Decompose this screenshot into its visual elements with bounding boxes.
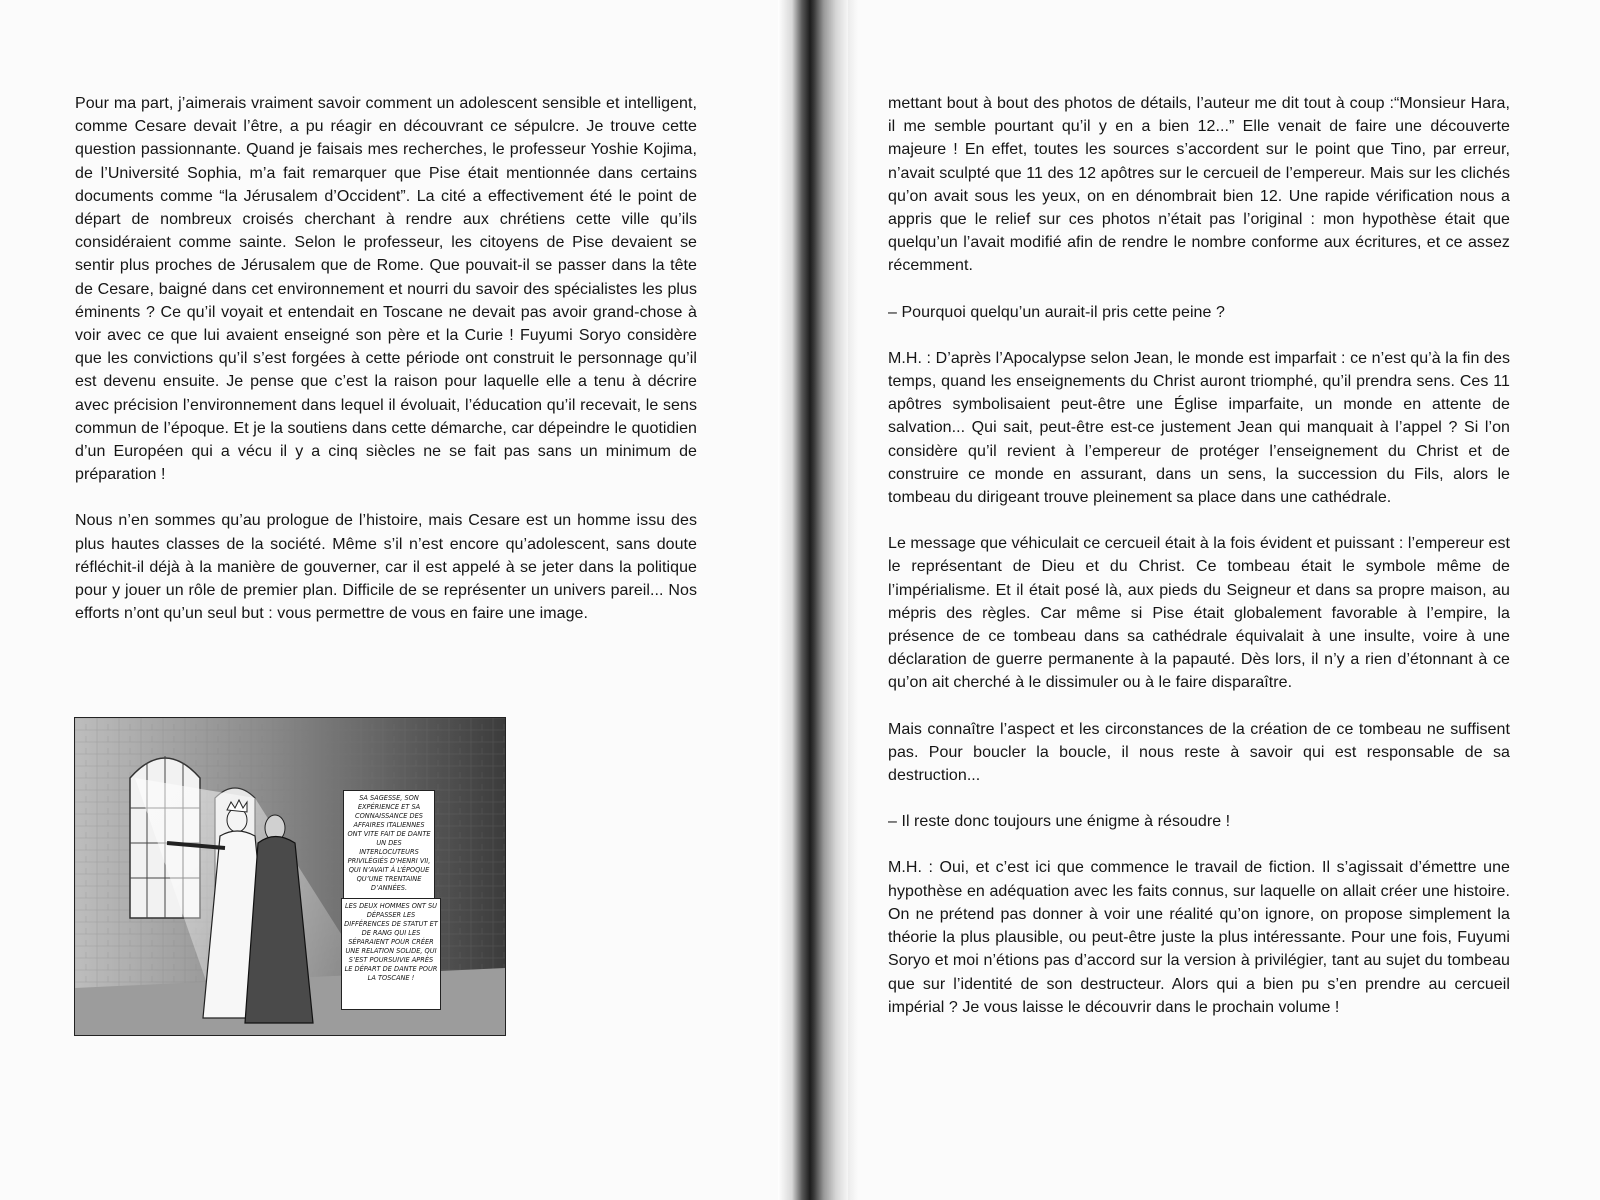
paragraph: Le message que véhiculait ce cercueil était à la fois évident et puissant : l’empereur est le représentant de Dieu et du Christ. Ce tombeau était le symbole même de l’impérialisme. Et il était posé là, aux pieds du Seigneur et dans sa propre maison, au mépris des règles. Car même si Pise était globalement favorable à l’empire, la présence de ce tombeau dans sa cathédrale équivalait à une insulte, voire à une déclaration de guerre permanente à la papauté. Dès lors, il n’y a rien d’étonnant à ce qu’on ait cherché à le dissimuler ou à le faire disparaître. <box>888 535 1510 692</box>
paragraph: Nous n’en sommes qu’au prologue de l’histoire, mais Cesare est un homme issu des plus hautes classes de la société. Même s’il n’est encore qu’adolescent, sans doute réfléchit-il déjà à la manière de gouverner, car il est appelé à se jeter dans la politique pour y jouer un rôle de premier plan. Difficile de se représenter un univers pareil... Nos efforts n’ont qu’un seul but : vous permettre de vous en faire une image. <box>75 512 697 623</box>
paragraph: – Il reste donc toujours une énigme à résoudre ! <box>888 813 1231 831</box>
caption-box: LES DEUX HOMMES ONT SU DÉPASSER LES DIFFÉRENCES DE STATUT ET DE RANG QUI LES SÉPARAIENT POUR CRÉER UNE RELATION SOLIDE, QUI S’EST POURSUIVIE APRÈS LE DÉPART DE DANTE POUR LA TOSCANE ! <box>341 898 441 1010</box>
paragraph: – Pourquoi quelqu’un aurait-il pris cette peine ? <box>888 303 1225 321</box>
paragraph: mettant bout à bout des photos de détails, l’auteur me dit tout à coup :“Monsieur Hara, il me semble pourtant qu’il y en a bien 12...” Elle venait de faire une découverte majeure ! En effet, toutes les sources s’accordent sur le point que Tino, par erreur, n’avait sculpté que 11 des 12 apôtres sur le cercueil de l’empereur. Mais sur les clichés qu’on avait sous les yeux, on en dénombrait bien 12. Une rapide vérification nous a appris que le relief sur ces photos n’était pas l’original : mon hypothèse était que quelqu’un l’avait modifié afin de rendre le nombre conforme aux écritures, et ce assez récemment. <box>888 95 1510 275</box>
paragraph: M.H. : Oui, et c’est ici que commence le travail de fiction. Il s’agissait d’émettre une hypothèse en adéquation avec les faits connus, sur laquelle on allait créer une histoire. On ne prétend pas donner à voir une réalité qu’on ignore, on propose simplement la théorie la plus plausible, ou peut-être juste la plus intéressante. Pour une fois, Fuyumi Soryo et moi n’étions pas d’accord sur la version à privilégier, tant au sujet du tombeau que sur l’identité de son destructeur. Alors qui a bien pu s’en prendre au cercueil impérial ? Je vous laisse le découvrir dans le prochain volume ! <box>888 859 1510 1016</box>
paragraph: Mais connaître l’aspect et les circonstances de la création de ce tombeau ne suffisent pas. Pour boucler la boucle, il nous reste à savoir qui est responsable de sa destruction... <box>888 720 1510 785</box>
page-shadow <box>848 0 858 1200</box>
manga-panel-illustration <box>74 717 506 1036</box>
right-text-column <box>888 92 1510 1042</box>
paragraph: M.H. : D’après l’Apocalypse selon Jean, le monde est imparfait : ce n’est qu’à la fin des temps, quand les enseignements du Christ auront triomphé, qu’il prendra sens. Ces 11 apôtres symbolisaient peut-être une Église imparfaite, un monde en attente de salvation... Qui sait, peut-être est-ce justement Jean qui manquait à l’appel ? Si l’on considère qu’il revient à l’empereur de protéger l’enseignement du Christ et de construire ce monde en assurant, dans un sens, la succession du Fils, alors le tombeau du dirigeant trouve pleinement sa place dans une cathédrale. <box>888 349 1510 507</box>
left-text-column <box>75 92 697 648</box>
caption-box: SA SAGESSE, SON EXPÉRIENCE ET SA CONNAISSANCE DES AFFAIRES ITALIENNES ONT VITE FAIT DE DANTE UN DES INTERLOCUTEURS PRIVILÉGIÉS D’HENRI VII, QUI N’AVAIT À L’ÉPOQUE QU’UNE TRENTAINE D’ANNÉES. <box>343 790 435 914</box>
book-spine-gutter <box>778 0 848 1200</box>
paragraph: Pour ma part, j’aimerais vraiment savoir comment un adolescent sensible et intelligent, comme Cesare devait l’être, a pu réagir en découvrant ce sépulcre. Je trouve cette question passionnante. Quand je faisais mes recherches, le professeur Yoshie Kojima, de l’Université Sophia, m’a fait remarquer que Pise était mentionnée dans certains documents comme “la Jérusalem d’Occident”. La cité a effectivement été le point de départ de nombreux croisés cherchant à rendre aux chrétiens cette ville qu’ils considéraient comme sainte. Selon le professeur, les citoyens de Pise devaient se sentir plus proches de Jérusalem que de Rome. Que pouvait-il se passer dans la tête de Cesare, baigné dans cet environnement et nourri du savoir des spécialistes les plus éminents ? Ce qu’il voyait et entendait en Toscane ne devait pas avoir grand-chose à voir avec ce que lui avaient enseigné son père et la Curie ! Fuyumi Soryo considère que les convictions qu’il s’est forgées à cette période ont construit le personnage qu’il est devenu ensuite. Je pense que c’est la raison pour laquelle elle a tenu à décrire avec précision l’environnement dans lequel il évoluait, l’éducation qu’il recevait, le sens commun de l’époque. Et je la soutiens dans cette démarche, car dépeindre le quotidien d’un Européen qui a vécu il y a cinq siècles ne se fait pas sans un minimum de préparation ! <box>75 95 697 484</box>
